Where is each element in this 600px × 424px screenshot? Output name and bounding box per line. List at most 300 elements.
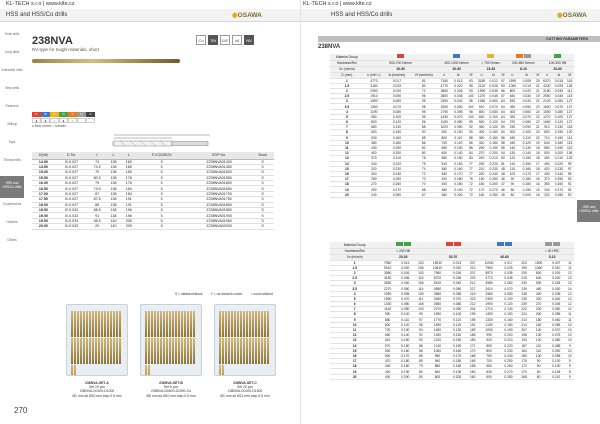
table-cell: 81 [410, 78, 438, 83]
table-cell: 138 [106, 159, 121, 164]
header-url[interactable]: KL-TECH s.r.o | www.klte.cz [303, 1, 372, 7]
table-cell: 0.105 [547, 369, 566, 374]
table-cell: 67 [410, 192, 438, 197]
table-cell: 127 [566, 120, 573, 125]
table-cell: 9 [330, 135, 364, 140]
table-cell: 400 [379, 374, 396, 379]
table-cell: 0.100 [384, 114, 410, 119]
table-cell: 720 [438, 140, 451, 145]
table-cell: 0.170 [396, 353, 415, 358]
table-cell: 0.070 [396, 296, 415, 301]
table-cell: 0/-0.027 [55, 197, 88, 202]
table-cell: S [251, 218, 274, 223]
table-cell: 230 [506, 125, 519, 130]
material-color-cell: N [59, 112, 68, 117]
table-cell: 0.180 [384, 140, 410, 145]
drill-bit [148, 365, 150, 376]
material-color-strip [32, 112, 95, 117]
table-cell: 88 [466, 135, 476, 140]
table-cell: 2120 [541, 99, 552, 104]
table-cell: 3980 [379, 270, 396, 275]
table-cell: 0.120 [519, 140, 534, 145]
table-cell: 21 [535, 125, 540, 130]
table-cell: 5970 [479, 270, 499, 275]
product-subtitle: NV-type for tough materials, short [32, 47, 100, 52]
table-cell: 93 [466, 78, 476, 83]
sidebar-item[interactable]: Twist drills [4, 32, 20, 36]
table-cell: 940 [427, 359, 448, 364]
table-cell: 205 [121, 224, 136, 229]
table-cell: 191 [121, 197, 136, 202]
drill-bit [184, 311, 186, 337]
drill-bit [267, 338, 269, 364]
table-cell: 14.50 [32, 164, 55, 169]
table-cell: 204 [467, 307, 479, 312]
table-cell: S [251, 186, 274, 191]
table-cell: 0.120 [553, 120, 566, 125]
table-cell: 990 [479, 333, 499, 338]
table-cell: 270 [506, 120, 519, 125]
table-cell: 170 [476, 187, 487, 192]
diagram-tip [112, 141, 114, 146]
table-cell: 0/-0.033 [55, 213, 88, 218]
table-cell: 15.00 [32, 170, 55, 175]
table-cell: Z238NVA01900 [187, 213, 251, 218]
table-cell: 74 [410, 166, 438, 171]
table-cell: 18 [535, 151, 540, 156]
sidebar-item[interactable]: Reamers [5, 104, 19, 108]
drill-set-bits [145, 311, 197, 369]
table-cell: 207 [467, 270, 479, 275]
drill-bit [261, 311, 263, 337]
table-cell: 4770 [364, 78, 384, 83]
table-cell: 0.090 [547, 348, 566, 353]
table-cell: 1990 [379, 291, 396, 296]
sidebar-item[interactable]: Holders [6, 220, 18, 224]
table-cell: 22 [535, 120, 540, 125]
table-cell: 80 [415, 374, 427, 379]
table-cell: 1270 [476, 94, 487, 99]
table-cell: 95 [410, 114, 438, 119]
table-cell: 0.045 [553, 94, 566, 99]
table-cell: 800 [530, 270, 547, 275]
logo-text: OSAWA [562, 12, 587, 19]
table-cell: 0.100 [448, 312, 467, 317]
table-cell: 13 [330, 156, 364, 161]
sidebar [577, 32, 600, 226]
table-cell: 90 [506, 182, 519, 187]
column-header: D(h8) [32, 152, 55, 159]
header-url[interactable]: KL-TECH s.r.o | www.klte.cz [6, 1, 75, 7]
set-code: 238NVA-SET-B [159, 381, 183, 385]
drill-bit [89, 338, 91, 364]
table-cell: 0.020 [451, 83, 466, 88]
drill-bit [157, 338, 159, 364]
table-cell: 98.5 [88, 218, 106, 223]
table-cell: 160 [121, 159, 136, 164]
drill-bit [258, 311, 260, 337]
sidebar-item[interactable]: Milling [7, 122, 17, 126]
legend-item: = nová velikost [250, 292, 273, 296]
table-cell: 0.080 [487, 109, 500, 114]
table-cell: 0.100 [547, 364, 566, 369]
table-cell: 0.200 [448, 374, 467, 379]
table-cell: 0.180 [519, 182, 534, 187]
table-cell: 78 [410, 156, 438, 161]
table-cell: 183 [467, 338, 479, 343]
sidebar-item[interactable]: Step drills [5, 86, 19, 90]
drill-bit [172, 311, 174, 337]
table-cell: 127 [566, 109, 573, 114]
sidebar-item[interactable]: Thread mills [3, 158, 21, 162]
table-cell: 102 [466, 104, 476, 109]
table-cell: 184 [121, 191, 136, 196]
table-cell: 45 [501, 192, 505, 197]
drill-bit [255, 338, 257, 364]
table-cell: 0.025 [553, 83, 566, 88]
table-cell: 16 [535, 177, 540, 182]
subheader-cell: n [476, 72, 487, 78]
table-cell: 0.180 [451, 182, 466, 187]
table-cell: 92 [415, 338, 427, 343]
table-cell: 450 [476, 125, 487, 130]
table-cell: 0.140 [451, 151, 466, 156]
set-line: 238NVA-D0100-D1000 [79, 389, 115, 394]
table-cell: 90 [530, 364, 547, 369]
drill-bit [264, 338, 266, 364]
table-cell: 0.130 [553, 125, 566, 130]
table-cell: 9 [330, 317, 379, 322]
table-cell: 0.150 [448, 343, 467, 348]
table-cell: 14.00 [32, 159, 55, 164]
coating-icon: TiN [208, 35, 218, 45]
table-cell: 223 [467, 296, 479, 301]
table-cell: 198 [121, 213, 136, 218]
column-header: ℓ [88, 152, 106, 159]
table-cell: 2550 [541, 94, 552, 99]
set-code: 238NVA-SET-C [233, 381, 257, 385]
hardness-label: Hardness/Rm [330, 248, 379, 254]
table-cell: 11 [566, 265, 574, 270]
table-cell: 1590 [506, 78, 519, 83]
table-cell: 640 [530, 276, 547, 281]
table-cell: 0.060 [487, 99, 500, 104]
table-cell: 11 [330, 145, 364, 150]
hardness-cell: 200-650 N/mm² [506, 60, 541, 66]
sidebar-item[interactable]: Indexable drills [1, 68, 23, 72]
sidebar-item[interactable]: Countersinks [2, 202, 22, 206]
set-line: 238NVA-D0100-D1300 [227, 389, 263, 394]
table-cell: 3 [330, 281, 379, 286]
table-cell: 200 [506, 130, 519, 135]
drill-bit [151, 311, 153, 337]
osawa-logo [557, 11, 587, 19]
table-cell: Z238NVA02000 [187, 224, 251, 229]
table-cell: 1450 [427, 327, 448, 332]
table-cell: 800 [379, 322, 396, 327]
drill-bit [104, 311, 106, 337]
table-cell: 57 [501, 78, 505, 83]
table-cell: 186 [467, 333, 479, 338]
material-icon [516, 54, 523, 58]
table-cell: 207 [518, 327, 530, 332]
table-cell: 4 [330, 109, 364, 114]
table-cell: 184 [121, 186, 136, 191]
table-cell: 15 [330, 348, 379, 353]
speed-cell: 8-15 [506, 66, 541, 72]
subheader-cell: fz [451, 72, 466, 78]
sidebar-item[interactable]: Long drills [4, 50, 20, 54]
table-cell: 0.070 [384, 104, 410, 109]
table-cell: 180 [506, 135, 519, 140]
table-cell: 3180 [427, 296, 448, 301]
table-cell: 3.5 [330, 104, 364, 109]
hardness-cell: < 30 HRC [530, 248, 574, 254]
table-cell: 0.160 [553, 135, 566, 140]
table-cell: 0.280 [553, 192, 566, 197]
table-cell: 24 [535, 109, 540, 114]
table-cell: 5 [136, 202, 187, 207]
table-cell: 0.210 [499, 338, 518, 343]
drill-bit [95, 338, 97, 364]
table-cell: 0.260 [553, 182, 566, 187]
table-cell: 212 [467, 302, 479, 307]
sidebar-item[interactable]: HSS and HSS/Co drills [0, 176, 24, 198]
table-cell: 400 [438, 182, 451, 187]
table-cell: 0.210 [553, 156, 566, 161]
table-cell: 20 [330, 192, 364, 197]
table-cell: 3 [330, 99, 364, 104]
table-cell: 79 [415, 364, 427, 369]
column-header: L [106, 152, 121, 159]
subheader-cell: fz (mm/rev) [384, 72, 410, 78]
hardness-cell: 500-700 N/mm² [364, 60, 438, 66]
table-cell: 0.026 [451, 88, 466, 93]
table-cell: 440 [379, 364, 396, 369]
table-cell: 100 [466, 114, 476, 119]
table-cell: 207 [467, 260, 479, 265]
table-cell: 800 [438, 135, 451, 140]
table-cell: 92 [415, 333, 427, 338]
table-cell: 420 [541, 166, 552, 171]
table-cell: 5310 [379, 265, 396, 270]
table-cell: 110 [506, 161, 519, 166]
table-cell: 100 [506, 171, 519, 176]
drill-bit [157, 311, 159, 337]
table-cell: 0.080 [451, 120, 466, 125]
drill-bit [151, 338, 153, 364]
speed-cell: 15-35 [476, 66, 506, 72]
material-icon [554, 54, 561, 58]
table-cell: 138 [106, 191, 121, 196]
table-cell: 178 [121, 181, 136, 186]
table-cell: 19.00 [32, 213, 55, 218]
table-cell: 199 [467, 312, 479, 317]
table-cell: 138 [106, 213, 121, 218]
table-cell: 114 [415, 286, 427, 291]
table-cell: 5 [136, 197, 187, 202]
drill-bit [231, 311, 233, 337]
table-cell: 0.270 [384, 187, 410, 192]
table-cell: 3980 [479, 281, 499, 286]
table-cell: 18 [330, 364, 379, 369]
table-cell: 0.180 [553, 140, 566, 145]
table-cell: 450 [541, 161, 552, 166]
table-cell: 0.025 [547, 281, 566, 286]
table-cell: 160 [530, 322, 547, 327]
sidebar-item-spacer [577, 182, 600, 196]
table-cell: 0.160 [519, 166, 534, 171]
table-cell: 170 [518, 369, 530, 374]
sidebar-item-active[interactable]: HSS and HSS/Co drills [577, 200, 600, 222]
table-cell: 290 [476, 145, 487, 150]
diagram-shank [172, 142, 208, 146]
table-cell: 0.070 [553, 104, 566, 109]
table-cell: 29 [535, 78, 540, 83]
table-cell: 58 [501, 140, 505, 145]
table-cell: 106 [566, 151, 573, 156]
table-cell: 0.090 [519, 125, 534, 130]
table-cell: Z238NVA01500 [187, 170, 251, 175]
table-cell: 0.050 [519, 104, 534, 109]
table-cell: 0.130 [451, 145, 466, 150]
drill-bit [107, 338, 109, 364]
drill-bit [187, 311, 189, 337]
table-cell: 0.025 [499, 265, 518, 270]
table-cell: 18.50 [32, 208, 55, 213]
table-cell: 5 [136, 164, 187, 169]
table-cell: 180 [476, 182, 487, 187]
table-cell: 22 [535, 114, 540, 119]
table-cell: 3410 [479, 286, 499, 291]
table-cell: 0.180 [451, 177, 466, 182]
sidebar-item[interactable]: Taps [8, 140, 16, 144]
table-cell: 103 [415, 307, 427, 312]
table-cell: 14 [330, 161, 364, 166]
table-cell: 480 [438, 166, 451, 171]
hardness-label: Hardness/Rm [330, 60, 364, 66]
table-cell: Z238NVA01800 [187, 202, 251, 207]
table-cell: 880 [379, 317, 396, 322]
table-cell: 111 [415, 296, 427, 301]
table-cell: 580 [541, 145, 552, 150]
drill-bit [83, 311, 85, 337]
drill-bit [246, 311, 248, 337]
table-cell: 370 [541, 177, 552, 182]
table-cell: 0.150 [451, 161, 466, 166]
table-cell: 2860 [438, 94, 451, 99]
drill-bit [169, 338, 171, 364]
table-cell: 1590 [530, 260, 547, 265]
table-cell: 0/-0.027 [55, 159, 88, 164]
table-cell: 270 [476, 151, 487, 156]
table-cell: 120 [566, 130, 573, 135]
table-cell: 230 [476, 161, 487, 166]
drill-bit [113, 338, 115, 364]
sidebar-item[interactable]: Others [7, 238, 17, 242]
table-cell: 8 [330, 312, 379, 317]
table-cell: 2390 [364, 88, 384, 93]
column-header: P-KOD/BOX [136, 152, 187, 159]
drill-bit [231, 338, 233, 364]
set-line: Set 6 pcs [163, 385, 179, 390]
drill-bit [219, 338, 221, 364]
table-cell: 193 [518, 338, 530, 343]
table-cell: 90 [565, 192, 574, 197]
set-line: Set 25 pcs [236, 385, 254, 390]
table-cell: 0.030 [519, 94, 534, 99]
subheader-cell: n (min⁻¹) [364, 72, 384, 78]
table-cell: Z238NVA01400 [187, 159, 251, 164]
table-cell: 0.050 [396, 286, 415, 291]
table-cell: 1790 [438, 109, 451, 114]
table-cell: 222 [518, 307, 530, 312]
table-cell: 0.120 [396, 322, 415, 327]
drill-bit [160, 311, 162, 337]
table-cell: 0.180 [448, 364, 467, 369]
table-cell: 238 [518, 291, 530, 296]
material-icon [397, 54, 404, 58]
table-cell: 6370 [541, 78, 552, 83]
drill-bit [83, 338, 85, 364]
subheader-cell: fz [519, 72, 534, 78]
table-cell: 239 [518, 296, 530, 301]
drill-bit [116, 338, 118, 364]
table-cell: 0.045 [499, 276, 518, 281]
table-cell: 0.260 [487, 182, 500, 187]
table-cell: 11 [566, 260, 574, 265]
table-cell: 2050 [438, 104, 451, 109]
table-cell: 1490 [479, 312, 499, 317]
table-cell: 160 [467, 374, 479, 379]
table-cell: 80 [530, 374, 547, 379]
table-cell: S [251, 181, 274, 186]
table-cell: 5 [136, 213, 187, 218]
table-cell: 11 [566, 312, 574, 317]
table-cell: 0.130 [448, 327, 467, 332]
table-cell: 1060 [476, 99, 487, 104]
logo-mark-icon: ◉ [557, 12, 563, 19]
table-cell: 57 [501, 94, 505, 99]
table-cell: 2390 [479, 296, 499, 301]
table-cell: 0.110 [396, 317, 415, 322]
set-line: Set 19 pcs [88, 385, 106, 390]
table-cell: 9 [566, 343, 574, 348]
drill-bit [222, 338, 224, 364]
table-cell: 0.260 [499, 364, 518, 369]
drill-bit [184, 338, 186, 364]
table-cell: 64 [501, 109, 505, 114]
table-cell: 250 [364, 187, 384, 192]
table-cell: 0.008 [519, 78, 534, 83]
table-cell: 1990 [479, 302, 499, 307]
table-cell: 80 [410, 151, 438, 156]
table-cell: 530 [476, 120, 487, 125]
table-cell: 10610 [427, 265, 448, 270]
table-cell: Z238NVA01850 [187, 208, 251, 213]
table-cell: 96 [410, 120, 438, 125]
table-cell: 0.020 [519, 88, 534, 93]
table-cell: 103 [466, 94, 476, 99]
material-mark-cell: ● [41, 118, 50, 123]
table-cell: 95 [410, 109, 438, 114]
table-cell: 103 [566, 156, 573, 161]
table-cell: 0.090 [451, 125, 466, 130]
table-cell: 1140 [379, 307, 396, 312]
table-cell: 1430 [438, 114, 451, 119]
table-cell: 300 [364, 171, 384, 176]
legend-item: S = skladem/stock [175, 292, 203, 296]
